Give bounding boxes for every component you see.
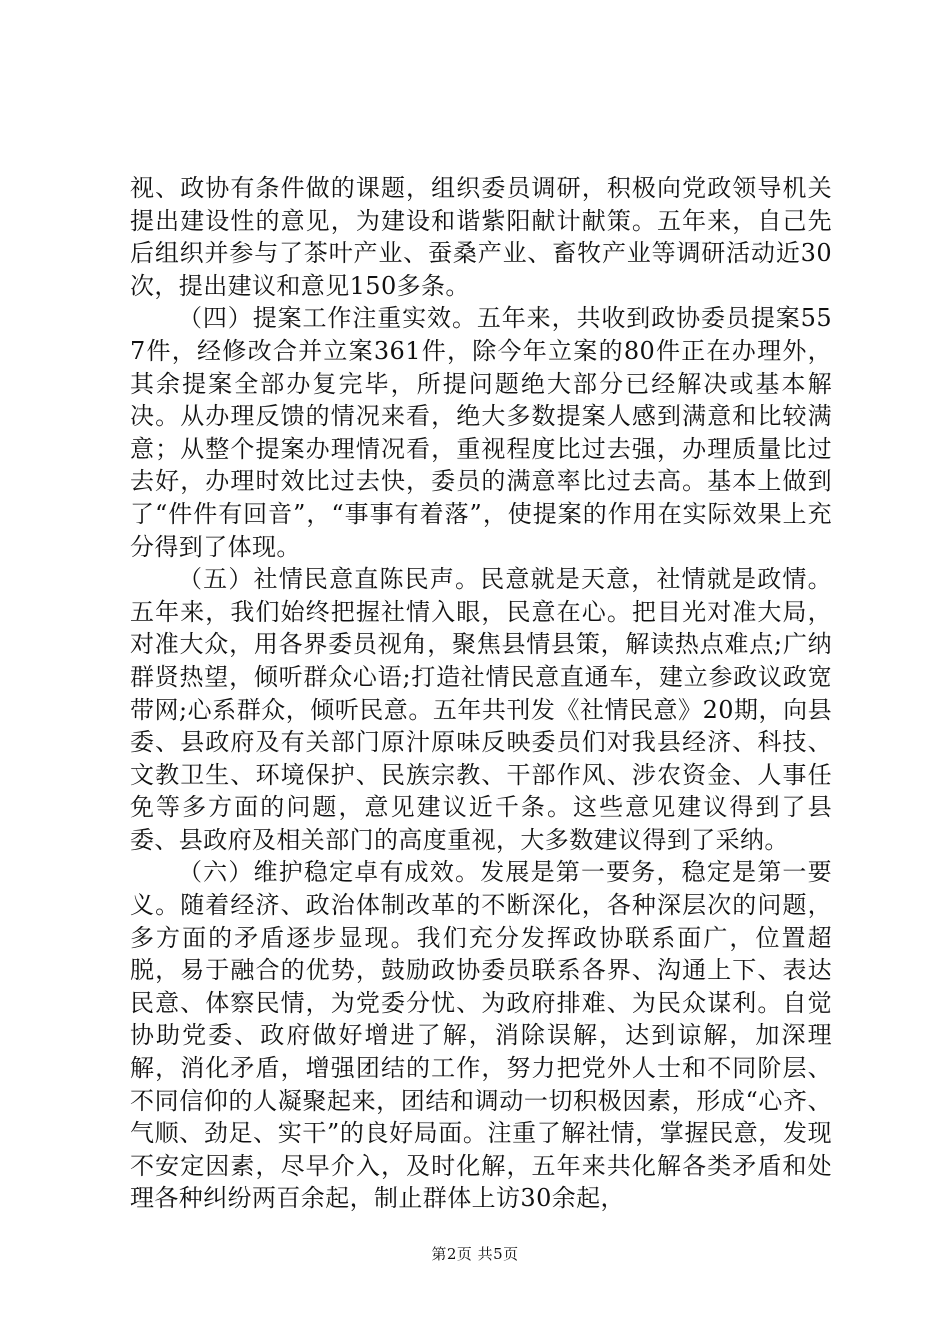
paragraph-continuation: 视、政协有条件做的课题，组织委员调研，积极向党政领导机关提出建设性的意见，为建设和谐紫阳献计献策。五年来，自己先后组织并参与了茶叶产业、蚕桑产业、畜牧产业等调研活动近30次，提出建议和意见150多条。 <box>130 174 832 300</box>
paragraph-stability: （六）维护稳定卓有成效。发展是第一要务，稳定是第一要义。随着经济、政治体制改革的不断深化，各种深层次的问题，多方面的矛盾逐步显现。我们充分发挥政协联系面广，位置超脱，易于融合的优势，鼓励政协委员联系各界、沟通上下、表达民意、体察民情，为党委分忧、为政府排难、为民众谋利。自觉协助党委、政府做好增进了解，消除误解，达到谅解，加深理解，消化矛盾，增强团结的工作，努力把党外人士和不同阶层、不同信仰的人凝聚起来，团结和调动一切积极因素，形成“心齐、气顺、劲足、实干”的良好局面。注重了解社情，掌握民意，发现不安定因素，尽早介入，及时化解，五年来共化解各类矛盾和处理各种纠纷两百余起，制止群体上访30余起， <box>130 858 832 1213</box>
paragraph-proposals: （四）提案工作注重实效。五年来，共收到政协委员提案557件，经修改合并立案361件，除今年立案的80件正在办理外，其余提案全部办复完毕，所提问题绝大部分已经解决或基本解决。从办理反馈的情况来看，绝大多数提案人感到满意和比较满意；从整个提案办理情况看，重视程度比过去强，办理质量比过去好，办理时效比过去快，委员的满意率比过去高。基本上做到了“件件有回音”，“事事有着落”，使提案的作用在实际效果上充分得到了体现。 <box>130 304 832 561</box>
paragraph-public-opinion: （五）社情民意直陈民声。民意就是天意，社情就是政情。五年来，我们始终把握社情入眼，民意在心。把目光对准大局，对准大众，用各界委员视角，聚焦县情县策，解读热点难点;广纳群贤热望，倾听群众心语;打造社情民意直通车，建立参政议政宽带网;心系群众，倾听民意。五年共刊发《社情民意》20期，向县委、县政府及有关部门原汁原味反映委员们对我县经济、科技、文教卫生、环境保护、民族宗教、干部作风、涉农资金、人事任免等多方面的问题，意见建议近千条。这些意见建议得到了县委、县政府及相关部门的高度重视，大多数建议得到了采纳。 <box>130 565 832 854</box>
page-number-footer: 第2页 共5页 <box>431 1245 519 1263</box>
document-body <box>130 172 832 1215</box>
